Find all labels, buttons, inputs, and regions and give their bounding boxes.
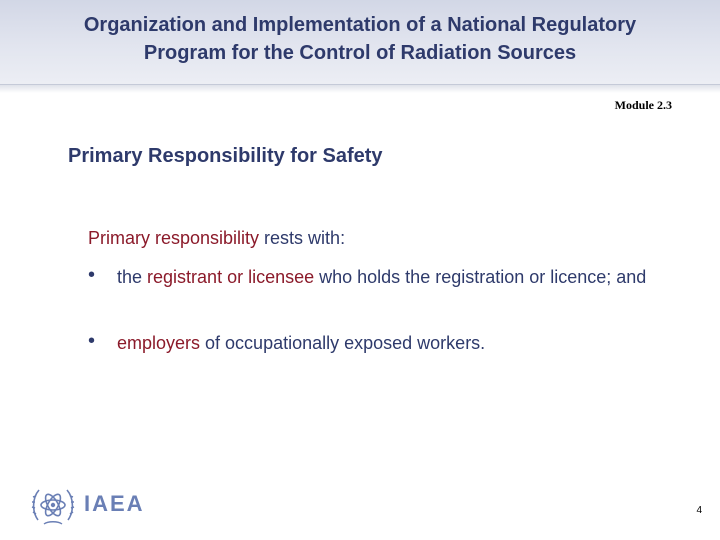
presentation-title-line-2: Program for the Control of Radiation Sources <box>143 42 577 64</box>
bullet-text-after: of occupationally exposed workers. <box>200 333 486 353</box>
bullet-dot-icon: • <box>88 264 96 286</box>
bullet-item-registrant <box>88 264 658 291</box>
presentation-title <box>0 11 720 67</box>
iaea-emblem-icon <box>30 484 76 528</box>
bullet-text <box>117 264 658 291</box>
bullet-dot-icon: • <box>88 330 96 352</box>
slide-header <box>0 0 720 85</box>
bullet-item-employers <box>88 330 658 357</box>
bullet-highlight: registrant or licensee <box>147 267 315 287</box>
bullet-text <box>117 330 658 357</box>
bullet-text-before: the <box>117 267 148 287</box>
slide-title: Primary Responsibility for Safety <box>68 145 383 167</box>
page-number: 4 <box>696 505 702 516</box>
intro-text <box>88 228 345 249</box>
intro-highlight: Primary responsibility <box>88 228 260 248</box>
intro-rest: rests with: <box>259 228 346 248</box>
header-shadow-band <box>0 85 720 93</box>
bullet-highlight: employers <box>117 333 201 353</box>
module-label: Module 2.3 <box>614 98 672 112</box>
presentation-title-line-1: Organization and Implementation of a National Regulatory <box>83 14 637 36</box>
iaea-wordmark: IAEA <box>84 491 145 516</box>
bullet-text-after: who holds the registration or licence; and <box>314 267 647 287</box>
